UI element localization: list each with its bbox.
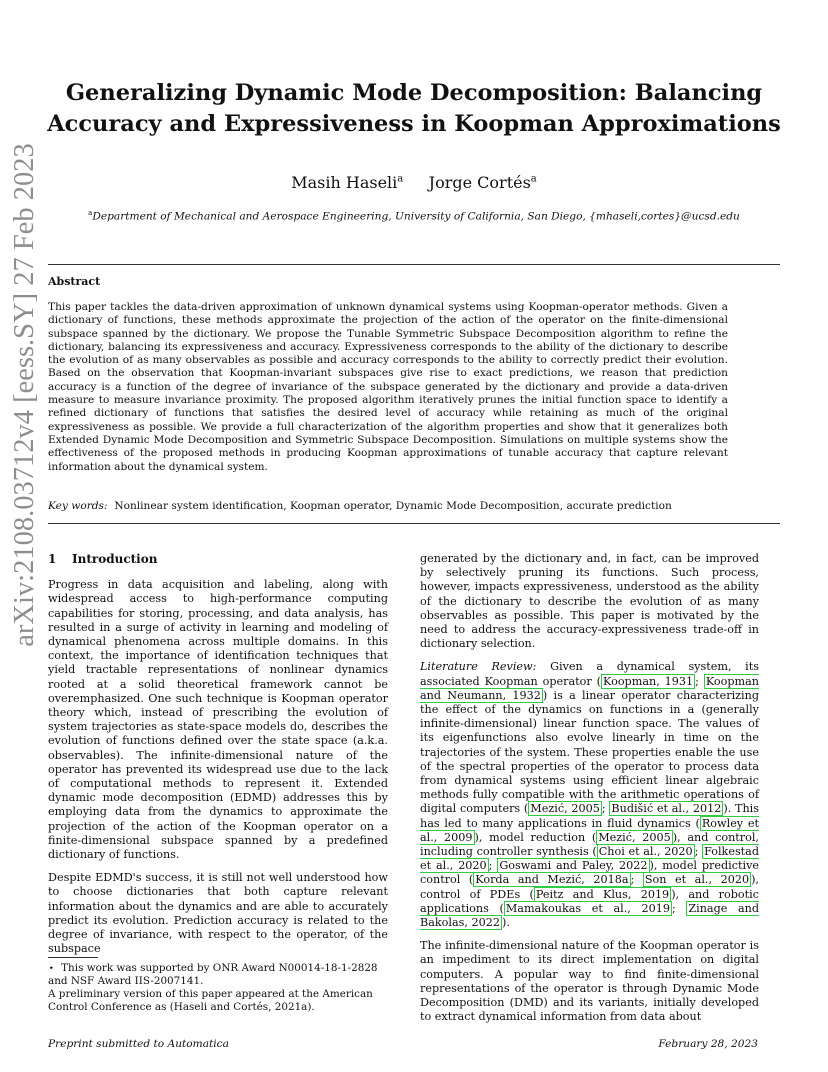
footer-journal: Preprint submitted to Automatica [48,1038,229,1050]
author-affil-marker: a [530,173,537,185]
citation-link[interactable]: Budišić et al., 2012 [611,802,722,816]
section-title: Introduction [72,552,158,566]
literature-review-paragraph [420,660,759,930]
affiliation-text: Department of Mechanical and Aerospace Engineering, University of California, San Diego, {mhaseli,cortes}@ucsd.edu [92,210,740,223]
text-span: ) is a linear operator characterizing the effect of the dynamics on functions in a (generally infinite-dimensional) linear function space. The values of its eigenfunctions also evolve linearly in time on the trajectories of the system. These properties enable the use of the spectral properties of the operator to process data from dynamical systems using efficient linear algebraic methods fully compatible with the arithmetic operations of digital computers ( [420,688,759,816]
title-line-1: Generalizing Dynamic Mode Decomposition: Balancing [65,80,763,106]
intro-paragraph-1: Progress in data acquisition and labeling, along with widespread access to high-performance computing capabilities for storing, processing, and data analysis, has resulted in a surge of activity in learning and modeling of dynamical phenomena across multiple domains. In this context, the importance of identification techniques that yield tractable representations of nonlinear dynamics rooted at a solid theoretical framework cannot be overemphasized. One such technique is Koopman operator theory which, instead of prescribing the evolution of system trajectories as state-space models do, describes the evolution of functions defined over the state space (a.k.a. observables). The infinite-dimensional nature of the operator has prevented its widespread use due to the lack of computational methods to represent it. Extended dynamic mode decomposition (EDMD) addresses this by employing data from the dynamics to approximate the projection of the action of the Koopman operator on a finite-dimensional subspace spanned by a predefined dictionary of functions. [48,578,388,862]
intro-paragraph-4: The infinite-dimensional nature of the Koopman operator is an impediment to its direct implementation on digital computers. A popular way to find finite-dimensional representations of the operator is through Dynamic Mode Decomposition (DMD) and its variants, initially developed to extract dynamical information from data about [420,939,759,1024]
footnote-marker: ⋆ [48,962,55,974]
text-span: ; [601,802,610,816]
keywords [48,500,672,512]
section-heading [48,552,388,566]
text-span: ), control of PDEs ( [420,873,759,901]
author-name: Masih Haseli [291,173,398,192]
footnote [48,962,394,1014]
text-span: ). This has led to many applications in fluid dynamics ( [420,802,759,830]
right-column [420,552,759,1034]
divider-bottom [48,523,780,524]
divider-top [48,264,780,265]
affiliation [48,209,780,223]
text-span: Given a dynamical system, its associated Koopman operator ( [420,660,760,688]
text-span: ; [694,845,703,859]
text-span: ), model reduction ( [474,830,597,844]
citation-link[interactable]: Mamakoukas et al., 2019 [505,901,670,915]
footnote-divider [48,957,98,958]
keywords-text: Nonlinear system identification, Koopman operator, Dynamic Mode Decomposition, accurate prediction [114,500,672,512]
citation-link[interactable]: Goswami and Paley, 2022 [499,859,648,873]
citation-link[interactable]: Zinage and Bakolas, 2022 [420,901,760,930]
citation-link[interactable]: Korda and Mezić, 2018a [475,873,629,887]
abstract-heading: Abstract [48,275,101,288]
citation-link[interactable]: Koopman and Neumann, 1932 [420,674,759,702]
arxiv-identifier: arXiv:2108.03712v4 [eess.SY] 27 Feb 2023 [9,143,40,647]
author-name: Jorge Cortés [428,173,531,192]
title-line-2: Accuracy and Expressiveness in Koopman Approximations [47,111,781,137]
text-span: ). [501,916,510,930]
text-span: ; [488,859,498,873]
paper-title [0,78,828,140]
text-span: ), and control, including controller synthesis ( [420,830,759,859]
footer-date: February 28, 2023 [658,1038,758,1050]
text-span: ), and robotic applications ( [420,887,759,915]
affiliation-marker: a [88,209,93,217]
intro-paragraph-3: generated by the dictionary and, in fact, can be improved by selectively pruning its functions. Such process, however, impacts expressiveness, understood as the ability of the dictionary to describe the evolution of as many observables as possible. This paper is motivated by the need to address the accuracy-expressiveness trade-off in dictionary selection. [420,552,759,651]
citation-link[interactable]: Koopman, 1931 [603,674,694,688]
author-list [0,173,828,192]
text-span: ; [630,873,643,887]
intro-paragraph-2: Despite EDMD's success, it is still not well understood how to choose dictionaries that both capture relevant information about the dynamics and are able to accurately predict its evolution. Prediction accuracy is related to the degree of invariance, with respect to the operator, of the subspace [48,871,388,956]
text-span: ; [671,901,687,915]
citation-link[interactable]: Choi et al., 2020 [598,845,693,859]
left-column [48,552,388,965]
section-number: 1 [48,552,57,566]
text-span: ), model predictive control ( [420,859,760,887]
abstract-body: This paper tackles the data-driven approximation of unknown dynamical systems using Koopman-operator methods. Given a dictionary of functions, these methods approximate the projection of the action of the operator on the finite-dimensional subspace spanned by the dictionary. We propose the Tunable Symmetric Subspace Decomposition algorithm to refine the dictionary, balancing its expressiveness and accuracy. Expressiveness corresponds to the ability of the dictionary to describe the evolution of as many observables as possible and accuracy corresponds to the ability to correctly predict their evolution. Based on the observation that Koopman-invariant subspaces give rise to exact predictions, we reason that prediction accuracy is a function of the degree of invariance of the subspace generated by the dictionary and provide a data-driven measure to measure invariance proximity. The proposed algorithm iteratively prunes the initial function space to identify a refined dictionary of functions that satisfies the desired level of accuracy while retaining as much of the original expressiveness as possible. We provide a full characterization of the algorithm properties and show that it generalizes both Extended Dynamic Mode Decomposition and Symmetric Subspace Decomposition. Simulations on multiple systems show the effectiveness of the proposed methods in producing Koopman approximations of tunable accuracy that capture relevant information about the dynamical system. [48,301,728,473]
text-span: ; [695,674,704,688]
citation-link[interactable]: Rowley et al., 2009 [420,816,759,844]
citation-link[interactable]: Son et al., 2020 [644,873,750,887]
author-affil-marker: a [397,173,404,185]
citation-link[interactable]: Folkestad et al., 2020 [420,845,760,873]
citation-link[interactable]: Peitz and Klus, 2019 [535,887,670,901]
footnote-funding [48,962,394,988]
footnote-preliminary: A preliminary version of this paper appeared at the American Control Conference as (Haseli and Cortés, 2021a). [48,988,373,1013]
keywords-label: Key words: [48,500,108,512]
literature-review-heading: Literature Review: [420,660,537,674]
citation-link[interactable]: Mezić, 2005 [598,830,671,844]
citation-link[interactable]: Mezić, 2005 [530,802,600,816]
footnote-funding-text: This work was supported by ONR Award N00014-18-1-2828 and NSF Award IIS-2007141. [48,962,378,987]
